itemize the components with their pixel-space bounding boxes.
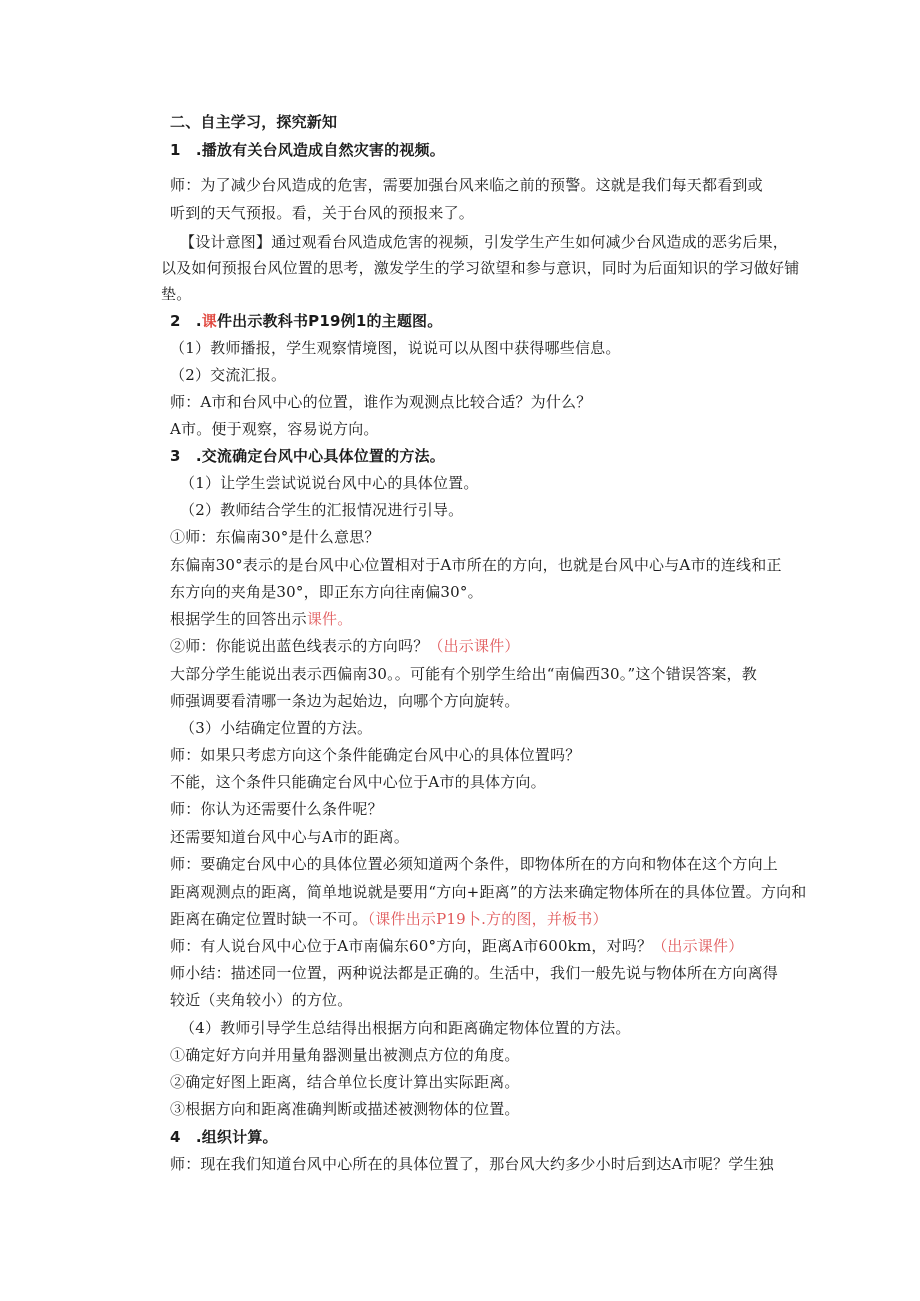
paragraph-line: 师：A市和台风中心的位置，谁作为观测点比较合适？为什么？ <box>170 393 592 411</box>
paragraph-line: 还需要知道台风中心与A市的距离。 <box>170 828 410 846</box>
list-item: ③根据方向和距离准确判断或描述被测物体的位置。 <box>170 1100 520 1118</box>
list-item: ①确定好方向并用量角器测量出被测点方位的角度。 <box>170 1046 520 1064</box>
paragraph-line: （2）教师结合学生的汇报情况进行引导。 <box>180 501 464 519</box>
paragraph-line: 东方向的夹角是30°，即正东方向往南偏30°。 <box>170 583 483 601</box>
paragraph-line: 东偏南30°表示的是台风中心位置相对于A市所在的方向，也就是台风中心与A市的连线和正 <box>170 556 782 574</box>
paragraph-line: （4）教师引导学生总结得出根据方向和距离确定物体位置的方法。 <box>180 1019 631 1037</box>
paragraph-line: 垫。 <box>161 285 192 303</box>
paragraph-line: 师：你认为还需要什么条件呢？ <box>170 800 383 818</box>
step-heading: 4 .组织计算。 <box>170 1128 278 1146</box>
paragraph-line: （2）交流汇报。 <box>170 366 287 384</box>
paragraph-line: 听到的天气预报。看，关于台风的预报来了。 <box>170 204 475 222</box>
paragraph-line: 师：要确定台风中心的具体位置必须知道两个条件，即物体所在的方向和物体在这个方向上 <box>170 855 779 873</box>
paragraph-line: A市。便于观察，容易说方向。 <box>170 420 379 438</box>
paragraph-line: 根据学生的回答出示课件。 <box>170 610 353 628</box>
paragraph-line: （1）让学生尝试说说台风中心的具体位置。 <box>180 474 479 492</box>
paragraph-line: 师：为了减少台风造成的危害，需要加强台风来临之前的预警。这就是我们每天都看到或 <box>170 176 763 194</box>
paragraph-line: 师：现在我们知道台风中心所在的具体位置了，那台风大约多少小时后到达A市呢？学生独 <box>170 1155 774 1173</box>
step-heading: 1 .播放有关台风造成自然灾害的视频。 <box>170 141 445 159</box>
section-heading: 二、自主学习，探究新知 <box>170 113 338 131</box>
paragraph-line: （3）小结确定位置的方法。 <box>180 719 373 737</box>
step-heading: 3 .交流确定台风中心具体位置的方法。 <box>170 447 445 465</box>
paragraph-line: ①师：东偏南30°是什么意思？ <box>170 528 380 546</box>
paragraph-line: 师：有人说台风中心位于A市南偏东60°方向，距离A市600km，对吗？（出示课件） <box>170 937 744 955</box>
list-item: ②确定好图上距离，结合单位长度计算出实际距离。 <box>170 1073 520 1091</box>
paragraph-line: 大部分学生能说出表示西偏南30。。可能有个别学生给出“南偏西30。”这个错误答案，教 <box>170 665 757 683</box>
paragraph-line: 【设计意图】通过观看台风造成危害的视频，引发学生产生如何减少台风造成的恶劣后果， <box>180 233 789 251</box>
step-heading: 2 .课件出示教科书P19例1的主题图。 <box>170 312 443 330</box>
paragraph-line: 距离观测点的距离，简单地说就是要用“方向+距离”的方法来确定物体所在的具体位置。方向和 <box>170 883 807 901</box>
paragraph-line: 以及如何预报台风位置的思考，激发学生的学习欲望和参与意识，同时为后面知识的学习做好铺 <box>161 259 800 277</box>
paragraph-line: 师强调要看清哪一条边为起始边，向哪个方向旋转。 <box>170 692 520 710</box>
paragraph-line: （1）教师播报，学生观察情境图，说说可以从图中获得哪些信息。 <box>170 339 621 357</box>
paragraph-line: 师：如果只考虑方向这个条件能确定台风中心的具体位置吗？ <box>170 746 581 764</box>
paragraph-line: ②师：你能说出蓝色线表示的方向吗？（出示课件） <box>170 637 520 655</box>
paragraph-line: 师小结：描述同一位置，两种说法都是正确的。生活中，我们一般先说与物体所在方向离得 <box>170 964 779 982</box>
paragraph-line: 较近（夹角较小）的方位。 <box>170 991 353 1009</box>
paragraph-line: 距离在确定位置时缺一不可。（课件出示P19卜.方的图，并板书） <box>170 910 608 928</box>
paragraph-line: 不能，这个条件只能确定台风中心位于A市的具体方向。 <box>170 773 546 791</box>
